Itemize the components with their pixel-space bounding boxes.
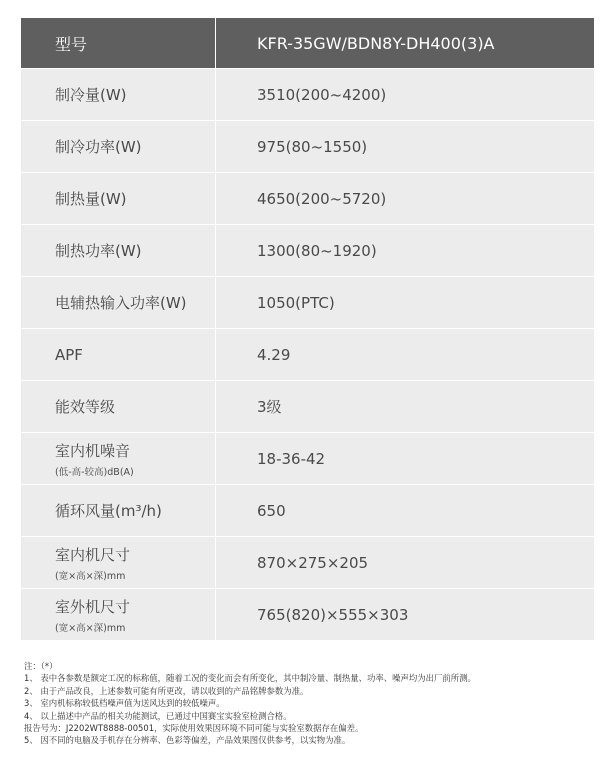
spec-value: 975(80~1550)	[257, 137, 368, 156]
spec-label-cell	[21, 589, 216, 640]
table-row	[21, 537, 594, 589]
spec-label: 制热量(W)	[55, 190, 127, 208]
spec-label: APF	[55, 345, 83, 364]
spec-label-cell	[21, 225, 216, 276]
spec-value: 18-36-42	[257, 449, 326, 468]
spec-value: 1050(PTC)	[257, 293, 335, 312]
note-line: 注：（*）	[24, 661, 58, 671]
spec-value: 4.29	[257, 345, 291, 364]
table-row	[21, 589, 594, 641]
table-row	[21, 225, 594, 277]
spec-label: 制热功率(W)	[55, 242, 142, 260]
spec-label: 室内机噪音	[55, 441, 131, 460]
spec-label-cell	[21, 381, 216, 432]
table-row	[21, 381, 594, 433]
note-line: 报告号为：J2202WT8888-00501，实际使用效果因环境不同可能与实验室数据存在偏差。	[24, 723, 364, 734]
spec-label-unit: (低-高-较高)dB(A)	[55, 466, 134, 478]
spec-value: 3510(200~4200)	[257, 85, 387, 104]
spec-value: 765(820)×555×303	[257, 605, 409, 624]
spec-label-cell	[21, 277, 216, 328]
spec-label-unit: (宽×高×深)mm	[55, 570, 126, 582]
spec-label: 电辅热输入功率(W)	[55, 294, 187, 312]
table-row	[21, 69, 594, 121]
model-label: 型号	[55, 34, 88, 54]
table-row	[21, 277, 594, 329]
spec-label-cell	[21, 329, 216, 380]
header-label	[21, 18, 216, 68]
spec-label: 室内机尺寸	[55, 545, 131, 564]
table-row	[21, 121, 594, 173]
spec-label: 室外机尺寸	[55, 597, 131, 616]
spec-label-cell	[21, 121, 216, 172]
model-value: KFR-35GW/BDN8Y-DH400(3)A	[257, 33, 495, 53]
table-row	[21, 433, 594, 485]
spec-label-cell	[21, 69, 216, 120]
table-row	[21, 173, 594, 225]
note-line: 1、 表中各参数是额定工况的标称值，随着工况的变化而会有所变化，其中制冷量、制热量、功率、噪声均为出厂前所测。	[24, 673, 476, 684]
spec-label: 制冷量(W)	[55, 86, 127, 104]
spec-label: 循环风量(m³/h)	[55, 502, 162, 520]
spec-label-cell	[21, 433, 216, 484]
note-line: 5、 因不同的电脑及手机存在分辨率、色彩等偏差，产品效果图仅供参考，以实物为准。	[24, 735, 351, 746]
spec-label-cell	[21, 173, 216, 224]
spec-value: 4650(200~5720)	[257, 189, 387, 208]
spec-label-cell	[21, 537, 216, 588]
spec-label-cell	[21, 485, 216, 536]
spec-value: 3级	[257, 398, 282, 416]
note-line: 3、 室内机标称较低档噪声值为送风达到的较低噪声。	[24, 698, 225, 709]
table-header-row	[21, 18, 594, 69]
note-line: 4、 以上描述中产品的相关功能测试，已通过中国赛宝实验室检测合格。	[24, 710, 292, 721]
table-row	[21, 329, 594, 381]
table-row	[21, 485, 594, 537]
spec-label: 能效等级	[55, 398, 116, 416]
spec-value: 650	[257, 501, 286, 520]
spec-value: 1300(80~1920)	[257, 241, 377, 260]
spec-label: 制冷功率(W)	[55, 138, 142, 156]
spec-label-unit: (宽×高×深)mm	[55, 622, 126, 634]
spec-value: 870×275×205	[257, 553, 369, 572]
notes	[24, 660, 599, 747]
spec-table	[21, 18, 594, 641]
note-line: 2、 由于产品改良，上述参数可能有所更改，请以收到的产品铭牌参数为准。	[24, 685, 309, 696]
